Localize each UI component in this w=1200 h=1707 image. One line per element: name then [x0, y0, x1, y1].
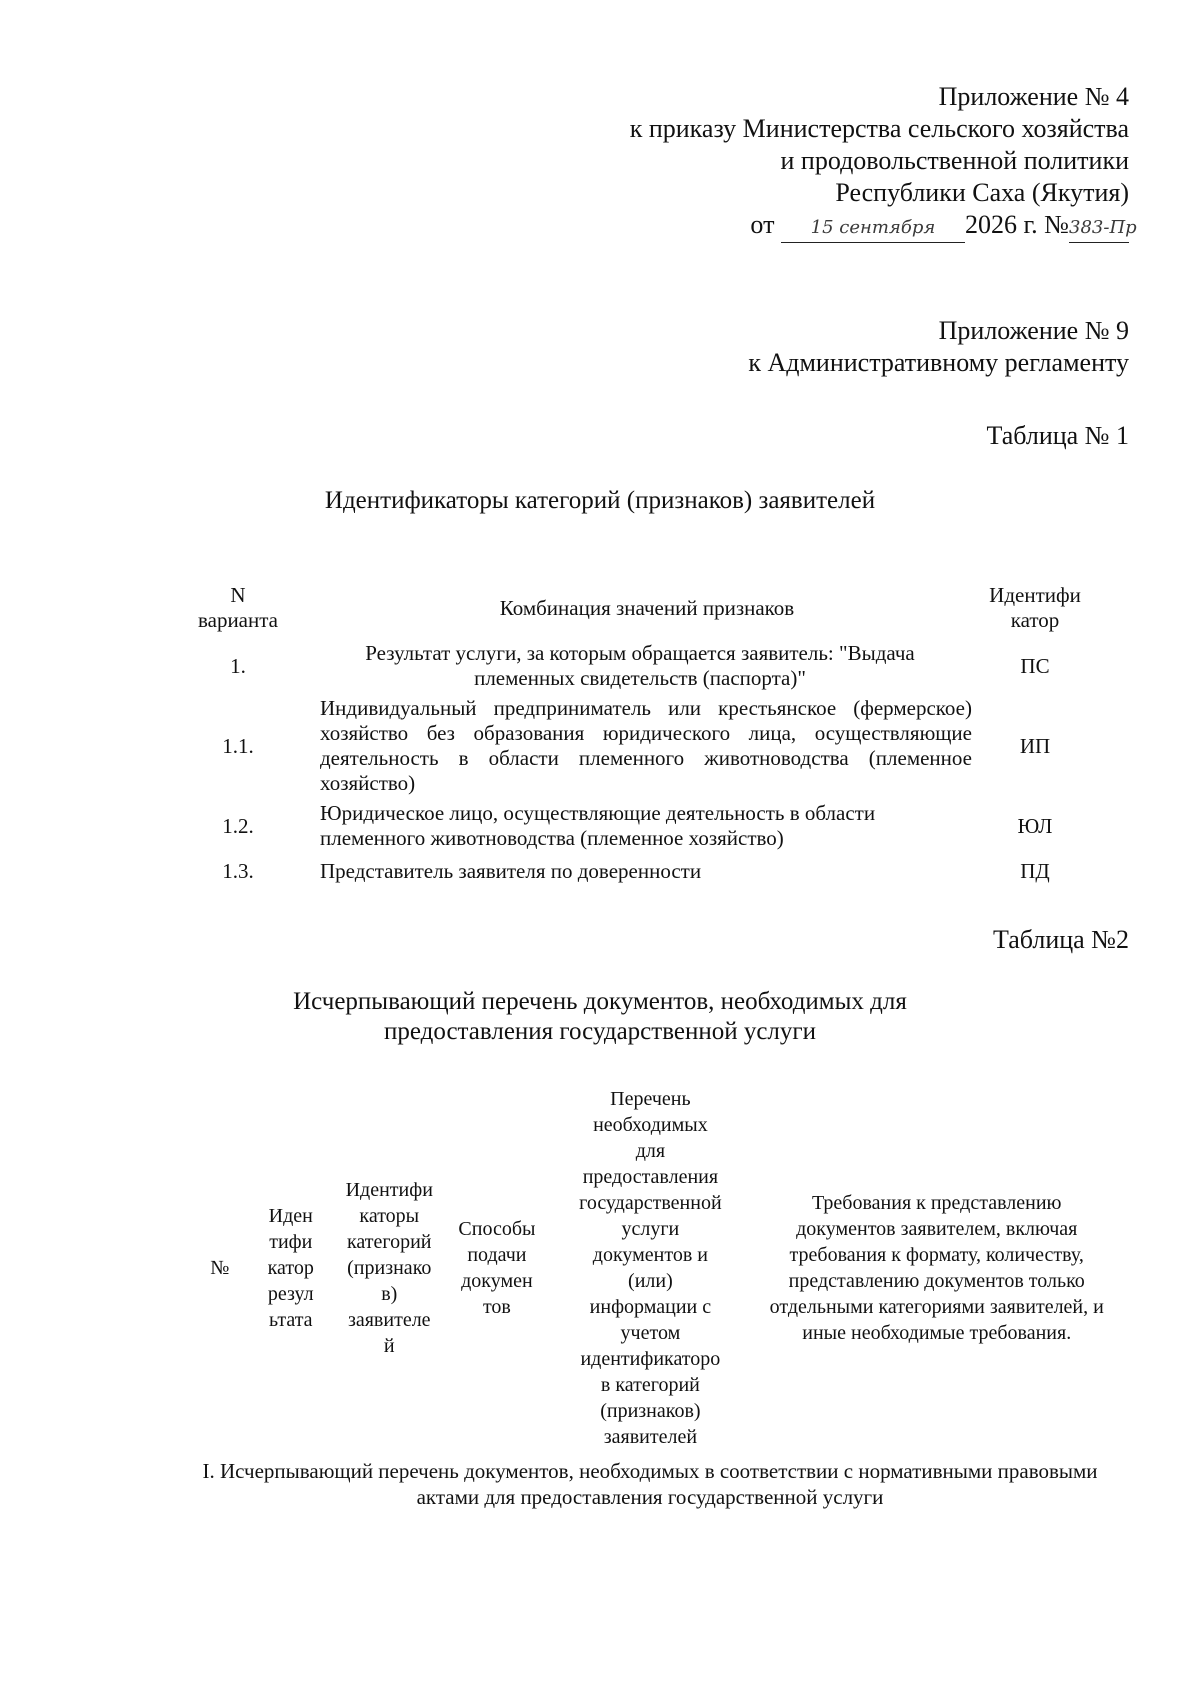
regulation-header [329, 315, 1129, 379]
column-header-submission-methods: Способы подачи докумен тов [458, 1218, 536, 1318]
handwritten-number: 383-Пр [1069, 212, 1129, 243]
order-header [329, 81, 1137, 243]
variant-text: Индивидуальный предприниматель или крестьянское (фермерское) хозяйство без образования юридического лица, осуществляющие деятельность в области племенного животноводства (племенное хозяйство) [320, 696, 972, 795]
column-header-variant: N варианта [197, 583, 278, 632]
variant-number: 1. [230, 653, 246, 678]
table-row [178, 638, 1088, 694]
column-header-combination: Комбинация значений признаков [499, 595, 795, 620]
variant-text: Юридическое лицо, осуществляющие деятельность в области племенного животноводства (племенное хозяйство) [320, 801, 876, 850]
variant-number: 1.1. [222, 733, 254, 758]
variant-text: Представитель заявителя по доверенности [320, 858, 702, 883]
variant-number: 1.3. [222, 858, 254, 883]
section-1-heading: I. Исчерпывающий перечень документов, необходимых в соответствии с нормативными правовыми актами для предоставления государственной услуги [202, 1459, 1098, 1509]
date-prefix: от [750, 210, 775, 239]
variant-identifier: ИП [1019, 733, 1051, 758]
column-header-requirements: Требования к представлению документов заявителем, включая требования к формату, количеству, представлению документов только отдельными категориями заявителей, и иные необходимые требования. [769, 1192, 1104, 1344]
table2-label: Таблица №2 [992, 925, 1129, 954]
appendix-4-label: Приложение № 4 [938, 82, 1129, 111]
table1-label: Таблица № 1 [986, 421, 1129, 450]
variant-number: 1.2. [222, 813, 254, 838]
column-header-identifier: Идентифи катор [989, 583, 1081, 632]
order-ministry-line: к приказу Министерства сельского хозяйства [629, 114, 1129, 143]
documents-table [190, 1085, 1120, 1451]
table2-title [0, 987, 1200, 1047]
regulation-line: к Административному регламенту [748, 348, 1129, 377]
table1-title: Идентификаторы категорий (признаков) заявителей [324, 487, 876, 514]
table-header-row [190, 1085, 1120, 1451]
column-header-number: № [210, 1257, 230, 1279]
variant-identifier: ПС [1020, 653, 1050, 678]
order-date-line [329, 209, 1137, 243]
variant-identifier: ПД [1020, 858, 1050, 883]
variant-text: Результат услуги, за которым обращается заявитель: "Выдача племенных свидетельств (паспорта)" [365, 641, 915, 690]
appendix-9-label: Приложение № 9 [938, 316, 1129, 345]
date-year: 2026 г. № [964, 210, 1069, 239]
table-header-row [178, 578, 1088, 638]
handwritten-date: 15 сентября [781, 212, 965, 243]
column-header-result-identifier: Иден тифи катор резул ьтата [267, 1205, 314, 1331]
table-row [178, 798, 1088, 854]
order-republic-line: Республики Саха (Якутия) [835, 178, 1129, 207]
column-header-document-list: Перечень необходимых для предоставления государственной услуги документов и (или) информации с учетом идентификаторо в категорий (признаков) заявителей [579, 1088, 722, 1448]
table2-title-line2: предоставления государственной услуги [383, 1018, 817, 1045]
variant-identifier: ЮЛ [1017, 813, 1053, 838]
applicant-categories-table [178, 578, 1088, 888]
table-row [178, 854, 1088, 888]
order-policy-line: и продовольственной политики [780, 146, 1129, 175]
table-row [178, 694, 1088, 798]
table2-title-line1: Исчерпывающий перечень документов, необходимых для [293, 988, 907, 1015]
column-header-category-identifiers: Идентифи каторы категорий (признако в) заявителе й [345, 1179, 433, 1357]
